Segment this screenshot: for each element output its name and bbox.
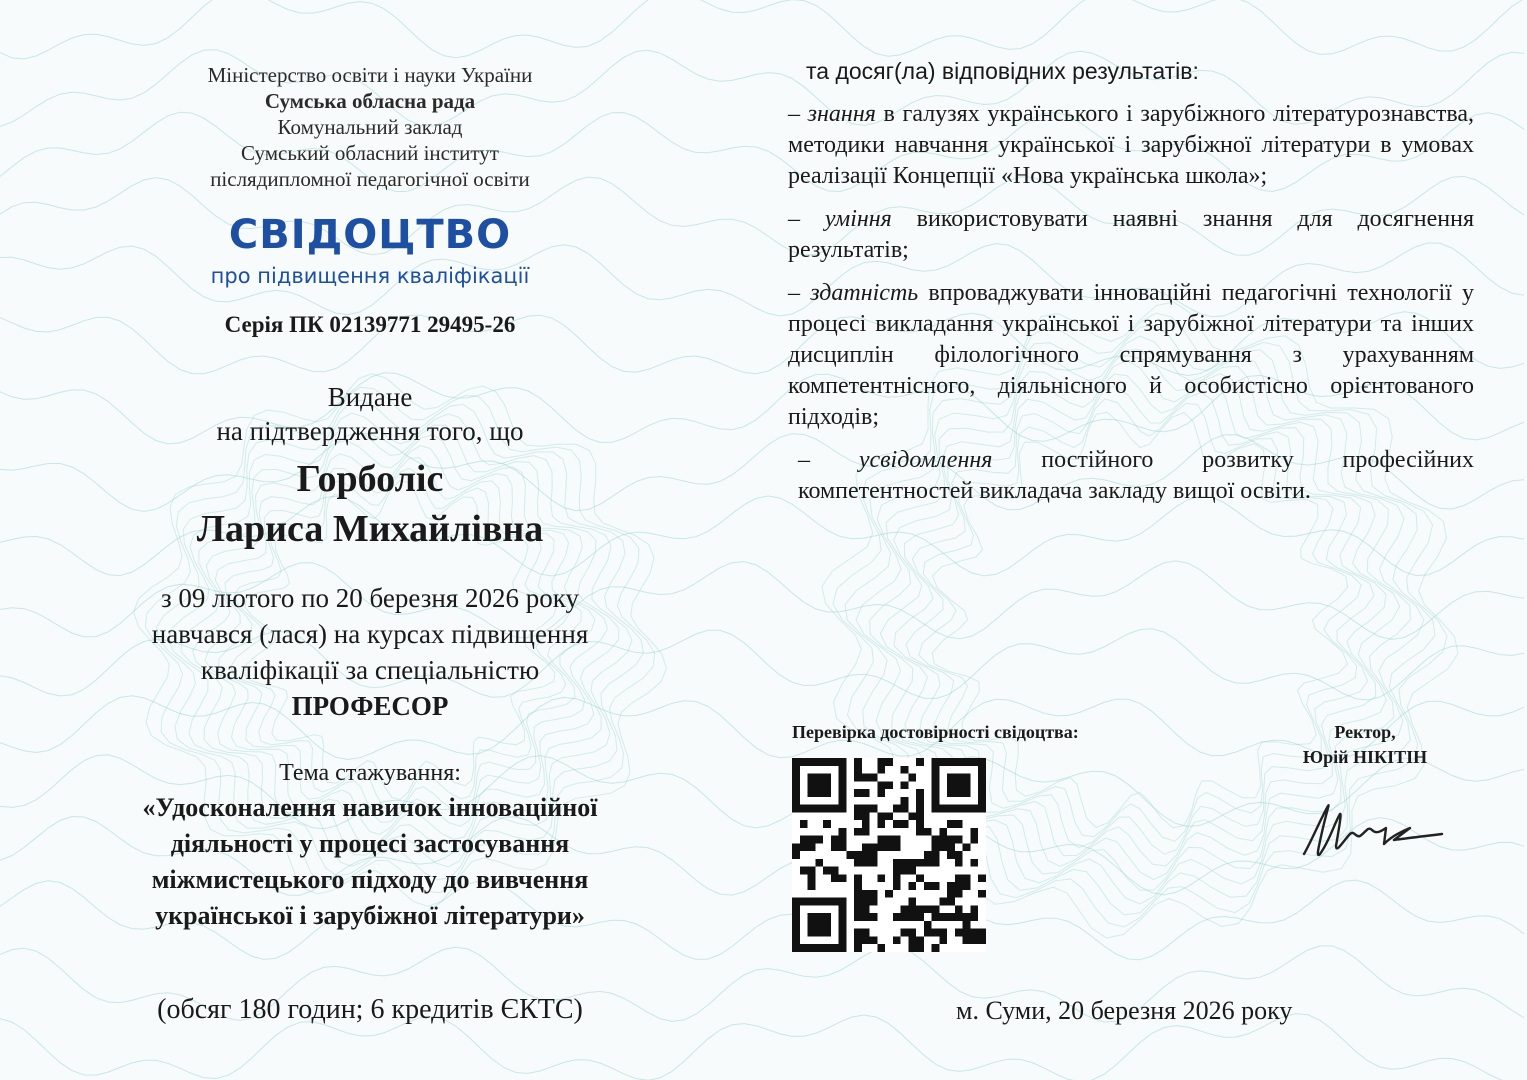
course-specialty: ПРОФЕСОР xyxy=(291,691,449,721)
result-text: в галузях українського і зарубіжного літературознавства, методики навчання української і зарубіжної літератури в умовах реалізації Концепції «Нова українська школа»; xyxy=(788,101,1475,189)
issued-line-2: на підтвердження того, що xyxy=(216,416,524,446)
recipient-surname: Горболіс xyxy=(296,458,444,500)
certificate-subtitle: про підвищення кваліфікації xyxy=(210,264,530,288)
topic-line-3: міжмистецького підходу до вивчення xyxy=(151,865,589,894)
institution-name-1: Сумський обласний інститут xyxy=(241,141,499,165)
signature-icon xyxy=(1290,784,1450,874)
course-period: з 09 лютого по 20 березня 2026 року xyxy=(161,583,579,613)
result-keyword: знання xyxy=(807,101,876,127)
institution-name-2: післядипломної педагогічної освіти xyxy=(210,167,530,191)
recipient-name xyxy=(100,454,640,554)
result-text: використовувати наявні знання для досягнення результатів; xyxy=(788,206,1475,263)
result-keyword: здатність xyxy=(810,280,919,306)
right-column xyxy=(788,56,1474,519)
course-block xyxy=(100,580,640,724)
result-keyword: усвідомлення xyxy=(858,447,993,473)
result-dash: – xyxy=(798,447,810,473)
recipient-given-names: Лариса Михайлівна xyxy=(196,508,544,550)
result-text: постійного розвитку професійних компетентностей викладача закладу вищої освіти. xyxy=(798,447,1475,504)
certificate-series: Серія ПК 02139771 29495-26 xyxy=(224,312,516,337)
issued-block xyxy=(100,380,640,448)
topic-line-4: української і зарубіжної літератури» xyxy=(155,901,585,930)
results-intro: та досяг(ла) відповідних результатів: xyxy=(806,58,1199,84)
regional-council: Сумська обласна рада xyxy=(264,89,476,113)
issued-line-1: Видане xyxy=(327,382,413,412)
rector-block xyxy=(1280,720,1450,770)
topic-line-1: «Удосконалення навичок інноваційної xyxy=(142,793,598,822)
ministry-name: Міністерство освіти і науки України xyxy=(207,63,533,87)
result-item-knowledge xyxy=(788,99,1474,192)
institution-type: Комунальний заклад xyxy=(277,115,463,139)
topic-title xyxy=(100,790,640,934)
result-item-skills xyxy=(788,204,1474,266)
result-item-ability xyxy=(788,278,1474,433)
result-keyword: уміння xyxy=(824,206,892,232)
topic-line-2: діяльності у процесі застосування xyxy=(170,829,570,858)
result-dash: – xyxy=(788,206,800,232)
result-dash: – xyxy=(788,280,800,306)
rector-name: Юрій НІКІТІН xyxy=(1302,747,1428,767)
institution-block xyxy=(100,62,640,192)
course-line-2: навчався (лася) на курсах підвищення xyxy=(151,619,589,649)
result-dash: – xyxy=(788,101,800,127)
rector-title: Ректор, xyxy=(1334,722,1396,742)
topic-label: Тема стажування: xyxy=(279,760,461,786)
verification-label: Перевірка достовірності свідоцтва: xyxy=(792,722,1079,742)
result-text: впроваджувати інноваційні педагогічні технології у процесі викладання української і зарубіжної літератури та інших дисциплін філологічного спрямування з урахуванням компетентнісного, діяльнісного й особистісно орієнтованого підходів; xyxy=(788,280,1475,430)
course-volume: (обсяг 180 годин; 6 кредитів ЄКТС) xyxy=(157,994,583,1025)
place-and-date: м. Суми, 20 березня 2026 року xyxy=(956,996,1293,1025)
left-column xyxy=(100,62,640,934)
certificate-title: СВІДОЦТВО xyxy=(228,212,512,258)
course-line-3: кваліфікації за спеціальністю xyxy=(200,655,540,685)
result-item-awareness xyxy=(798,445,1474,507)
qr-code-icon[interactable] xyxy=(792,758,986,952)
